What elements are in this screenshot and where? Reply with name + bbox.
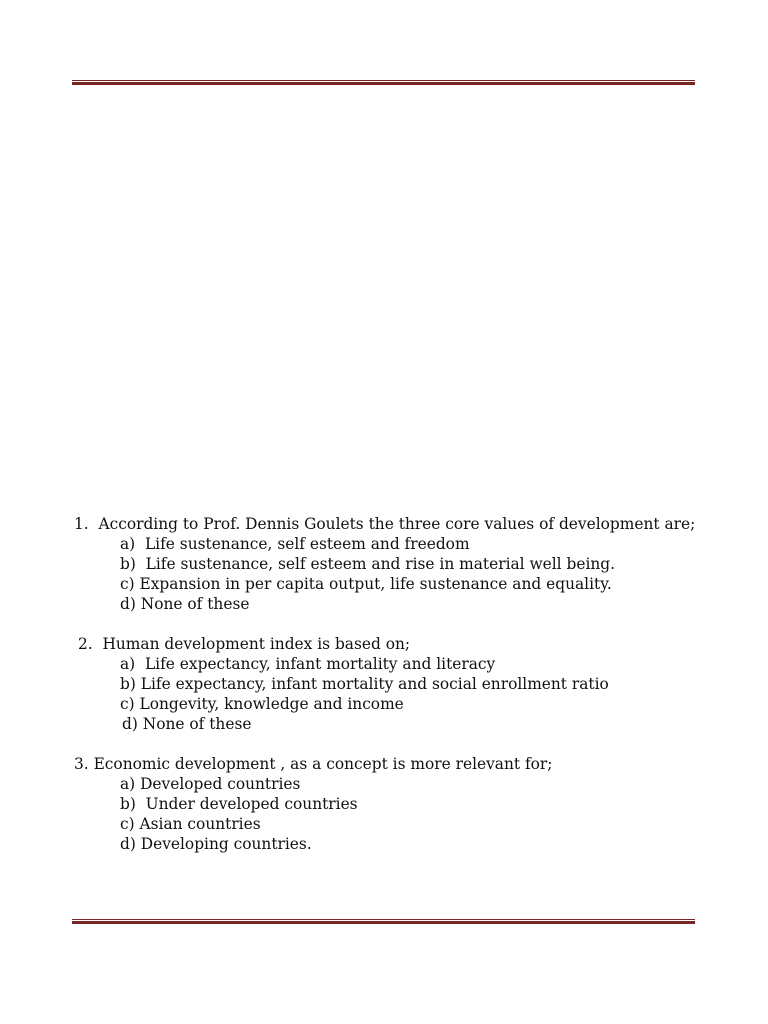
question-2-prompt: 2. Human development index is based on; [78, 635, 411, 653]
question-3-option-b: b) Under developed countries [120, 795, 358, 813]
question-2-option-d: d) None of these [122, 715, 252, 733]
question-3-prompt: 3. Economic development , as a concept is more relevant for; [74, 755, 553, 773]
question-3-option-d: d) Developing countries. [120, 835, 312, 853]
question-3-option-a: a) Developed countries [120, 775, 301, 793]
question-2-option-a: a) Life expectancy, infant mortality and literacy [120, 655, 496, 673]
question-3-option-c: c) Asian countries [120, 815, 261, 833]
question-1-option-a: a) Life sustenance, self esteem and freedom [120, 535, 470, 553]
question-1-option-b: b) Life sustenance, self esteem and rise in material well being. [120, 555, 616, 573]
question-1-prompt: 1. According to Prof. Dennis Goulets the three core values of development are; [74, 515, 696, 533]
question-2-option-b: b) Life expectancy, infant mortality and social enrollment ratio [120, 675, 609, 693]
footer-rule [72, 919, 695, 924]
question-1-option-d: d) None of these [120, 595, 250, 613]
question-2-option-c: c) Longevity, knowledge and income [120, 695, 404, 713]
header-rule [72, 80, 695, 85]
question-1-option-c: c) Expansion in per capita output, life sustenance and equality. [120, 575, 612, 593]
